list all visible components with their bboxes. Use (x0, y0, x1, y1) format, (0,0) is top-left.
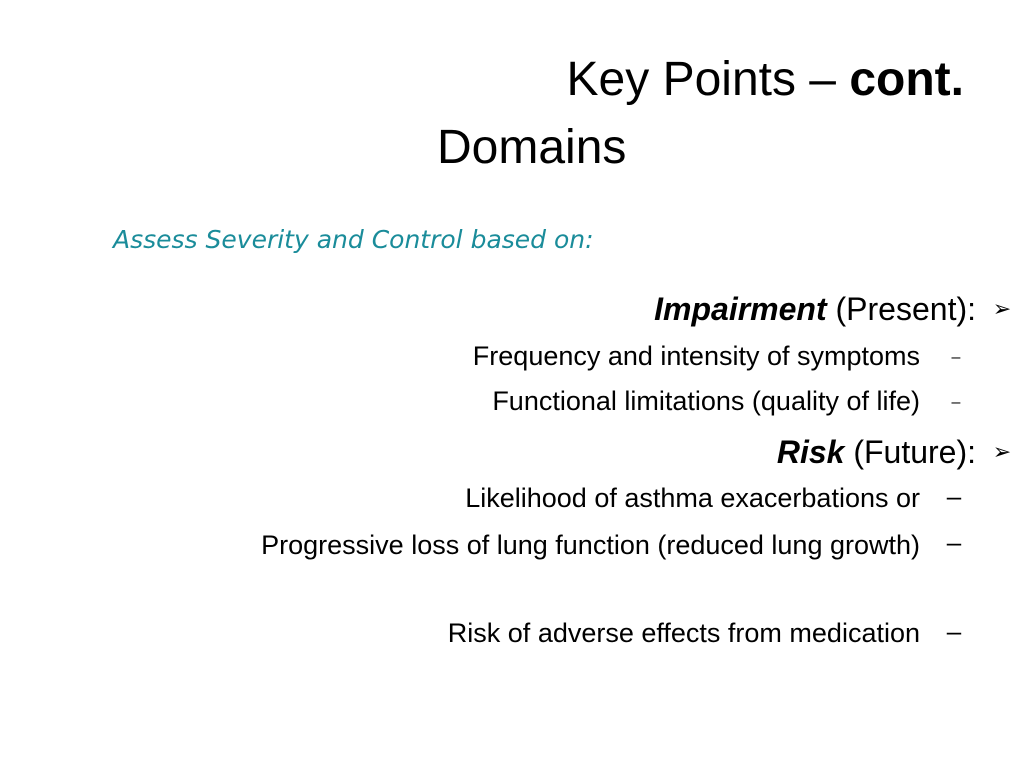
chevron-bullet-icon: ➢ (992, 296, 1012, 321)
slide-title-line2: Domains (437, 121, 627, 174)
sub-bullet-adverse-effects: Risk of adverse effects from medication (447, 618, 920, 648)
impairment-label: Impairment (654, 291, 827, 327)
slide-title (0, 50, 964, 110)
impairment-suffix: (Present): (826, 291, 976, 327)
dash-bullet-icon: – (946, 527, 962, 557)
dash-bullet-icon: – (951, 349, 961, 366)
title-emphasis: cont. (849, 53, 964, 106)
sub-bullet-frequency: Frequency and intensity of symptoms (472, 341, 920, 371)
sub-bullet-likelihood: Likelihood of asthma exacerbations or (465, 483, 920, 513)
progressive-loss-text: Progressive loss of lung function (reduced lung growth) (261, 530, 920, 560)
sub-bullet-progressive-loss (0, 527, 920, 563)
dash-bullet-icon: – (946, 481, 962, 511)
subtitle: Assess Severity and Control based on: (113, 225, 594, 254)
risk-suffix: (Future): (844, 434, 976, 470)
sub-bullet-functional: Functional limitations (quality of life) (492, 386, 920, 416)
dash-bullet-icon: – (951, 394, 961, 411)
risk-label: Risk (776, 434, 845, 470)
chevron-bullet-icon: ➢ (992, 439, 1012, 464)
bullet-impairment (0, 289, 976, 329)
title-prefix: Key Points – (566, 53, 850, 106)
bullet-risk (0, 432, 976, 472)
dash-bullet-icon: – (946, 616, 962, 646)
